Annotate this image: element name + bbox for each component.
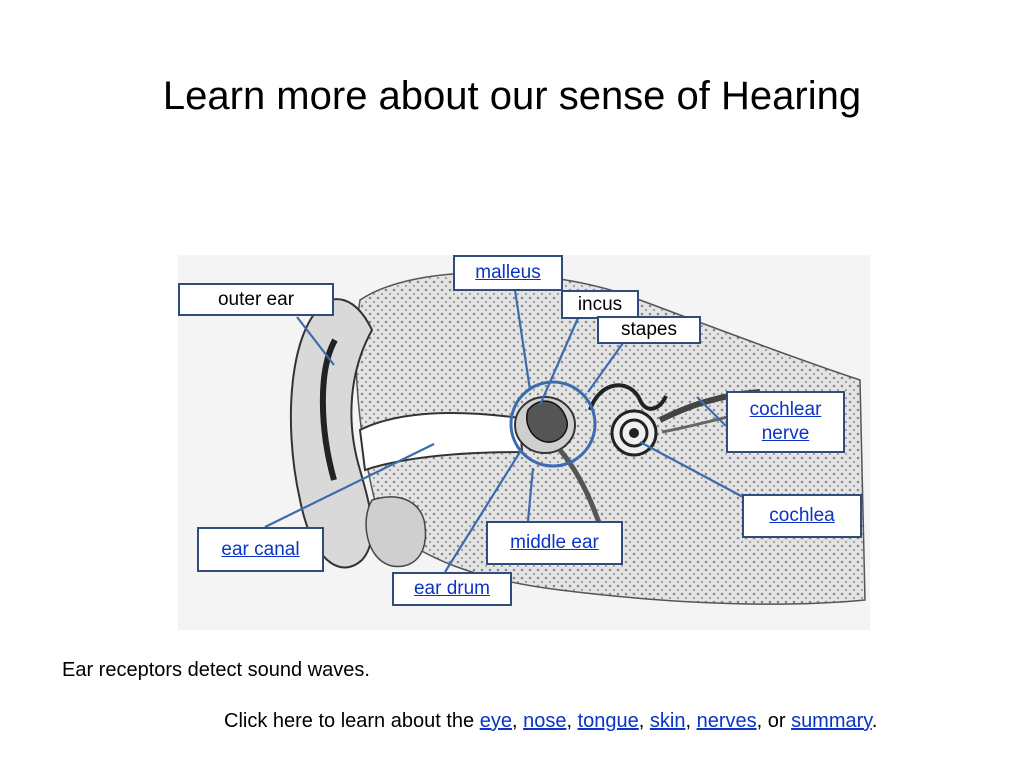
malleus-link[interactable]: malleus <box>475 262 541 283</box>
label-stapes-text: stapes <box>621 319 677 340</box>
nav-separator: , <box>511 710 524 732</box>
link-nerves[interactable]: nerves <box>696 710 757 732</box>
nav-separator: , <box>566 710 578 732</box>
cochlear-nerve-link-line2[interactable]: nerve <box>761 423 810 444</box>
nav-or: , or <box>756 710 792 732</box>
label-stapes <box>597 316 701 344</box>
ear-canal-link[interactable]: ear canal <box>221 538 300 560</box>
label-incus <box>561 290 639 319</box>
caption-text: Ear receptors detect sound waves. <box>62 659 370 681</box>
label-outer-ear <box>178 283 334 316</box>
cochlear-nerve-link-line1[interactable]: cochlear <box>749 399 822 420</box>
link-tongue[interactable]: tongue <box>577 710 639 732</box>
label-cochlear-nerve <box>726 391 845 453</box>
label-ear-drum <box>392 572 512 606</box>
cochlea-link[interactable]: cochlea <box>769 505 835 526</box>
nav-separator: , <box>685 710 697 732</box>
link-skin[interactable]: skin <box>649 710 686 732</box>
label-outer-ear-text: outer ear <box>217 288 295 310</box>
link-summary[interactable]: summary <box>791 710 872 732</box>
label-incus-text: incus <box>577 293 623 315</box>
navigation-sentence <box>224 708 877 734</box>
link-eye[interactable]: eye <box>479 710 512 732</box>
nav-end: . <box>871 710 878 732</box>
link-nose[interactable]: nose <box>523 710 567 732</box>
label-cochlea <box>742 494 862 538</box>
label-middle-ear <box>486 521 623 565</box>
ear-drum-link[interactable]: ear drum <box>413 578 491 599</box>
slide-title: Learn more about our sense of Hearing <box>162 74 862 118</box>
nav-separator: , <box>638 710 650 732</box>
label-malleus <box>453 255 563 291</box>
middle-ear-link[interactable]: middle ear <box>510 532 599 553</box>
nav-prefix: Click here to learn about the <box>224 710 480 732</box>
label-ear-canal <box>197 527 324 572</box>
